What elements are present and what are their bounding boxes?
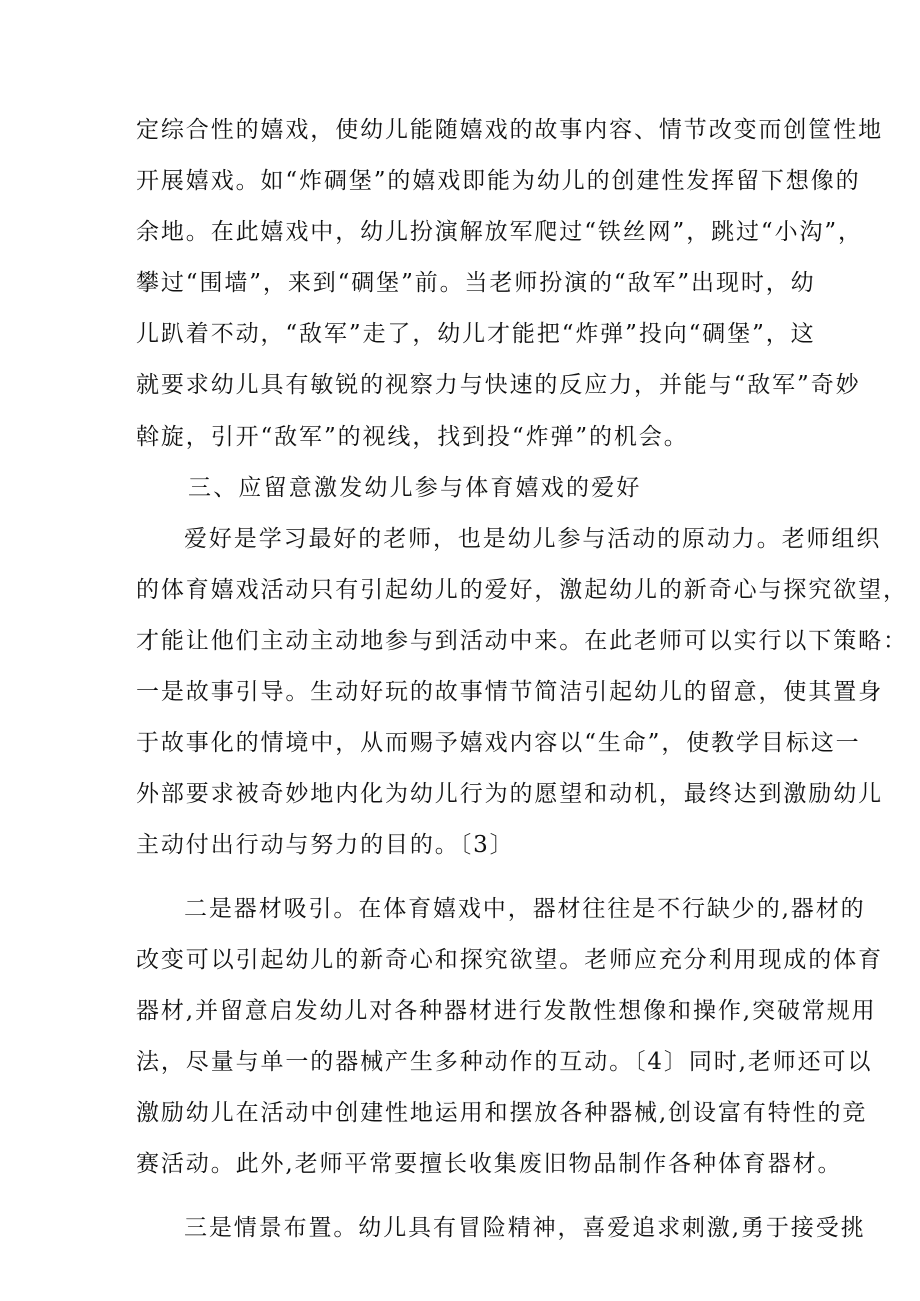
paragraph-line: 攀过“围墙”，来到“碉堡”前。当老师扮演的“敌军”出现时，幼 [136, 270, 816, 296]
paragraph-line: 三是情景布置。幼儿具有冒险精神，喜爱追求刺激,勇于接受挑 [184, 1215, 866, 1241]
paragraph-line: 爱好是学习最好的老师，也是幼儿参与活动的原动力。老师组织 [184, 526, 882, 552]
paragraph-line: 激励幼儿在活动中创建性地运用和摆放各种器械,创设富有特性的竞 [136, 1100, 868, 1126]
paragraph-line: 定综合性的嬉戏，使幼儿能随嬉戏的故事内容、情节改变而创筐性地 [136, 117, 883, 143]
paragraph-line: 开展嬉戏。如“炸碉堡”的嬉戏即能为幼儿的创建性发挥留下想像的 [136, 168, 861, 194]
paragraph-line: 一是故事引导。生动好玩的故事情节简洁引起幼儿的留意，使其置身 [136, 679, 883, 705]
paragraph-line: 法，尽量与单一的器械产生多种动作的互动。〔4〕同时,老师还可以 [136, 1049, 873, 1075]
paragraph-line: 就要求幼儿具有敏锐的视察力与快速的反应力，并能与“敌军”奇妙 [136, 372, 861, 398]
paragraph-line: 于故事化的情境中，从而赐予嬉戏内容以“生命”，使教学目标这一 [136, 730, 861, 756]
paragraph-line: 二是器材吸引。在体育嬉戏中，器材往往是不行缺少的,器材的 [184, 896, 866, 922]
paragraph-line: 赛活动。此外,老师平常要擅长收集废旧物品制作各种体育器材。 [136, 1151, 843, 1177]
paragraph-line: 斡旋，引开“敌军”的视线，找到投“炸弹”的机会。 [136, 424, 689, 450]
paragraph-line: 儿趴着不动，“敌军”走了，幼儿才能把“炸弹”投向“碉堡”，这 [136, 321, 816, 347]
paragraph-line: 余地。在此嬉戏中，幼儿扮演解放军爬过“铁丝网”，跳过“小沟”， [136, 219, 863, 245]
paragraph-line: 的体育嬉戏活动只有引起幼儿的爱好，激起幼儿的新奇心与探究欲望， [136, 577, 908, 603]
section-heading: 三、应留意激发幼儿参与体育嬉戏的爱好 [188, 475, 642, 501]
paragraph-line: 主动付出行动与努力的目的。〔3〕 [136, 832, 515, 858]
paragraph-line: 改变可以引起幼儿的新奇心和探究欲望。老师应充分利用现成的体育 [136, 947, 883, 973]
paragraph-line: 器材,并留意启发幼儿对各种器材进行发散性想像和操作,突破常规用 [136, 998, 877, 1024]
paragraph-line: 外部要求被奇妙地内化为幼儿行为的愿望和动机，最终达到激励幼儿 [136, 781, 883, 807]
paragraph-line: 才能让他们主动主动地参与到活动中来。在此老师可以实行以下策略： [136, 628, 908, 654]
